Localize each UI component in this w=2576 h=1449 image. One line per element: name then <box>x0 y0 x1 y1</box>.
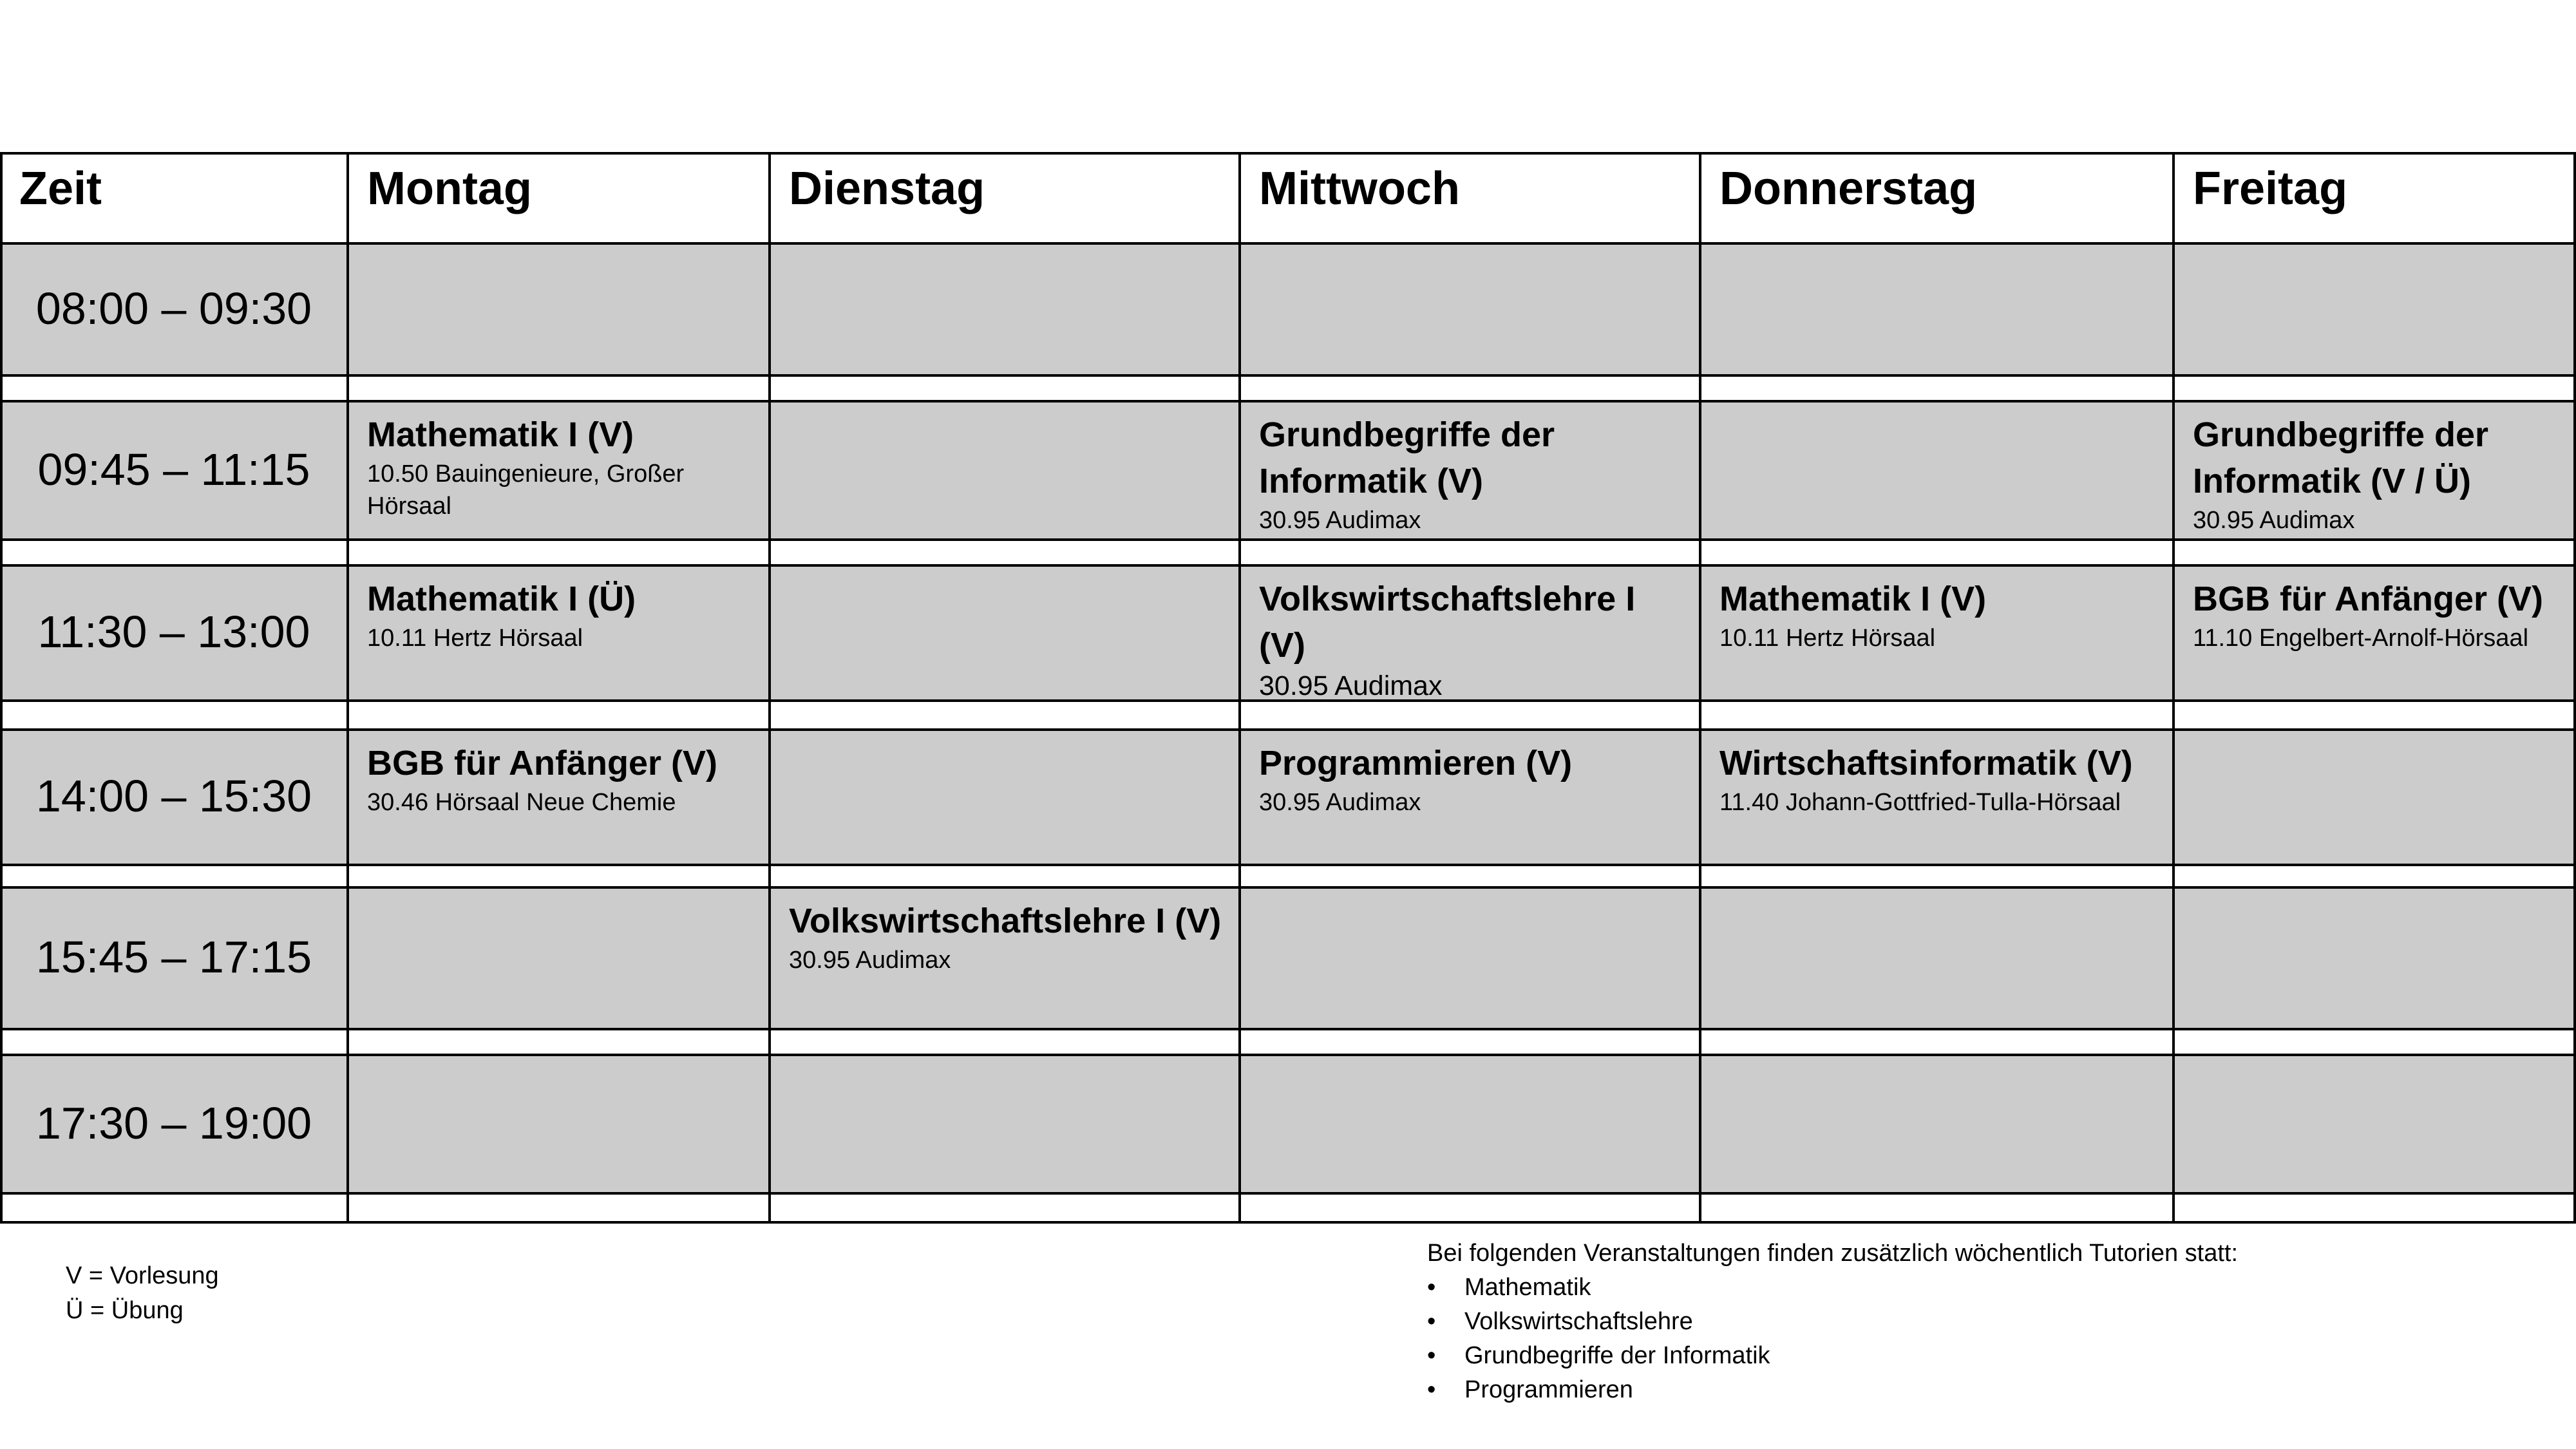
course-cell-montag <box>348 1054 770 1192</box>
grid-line-vertical <box>768 152 771 1224</box>
course-entry <box>1259 412 1689 536</box>
time-slot-label: 15:45 – 17:15 <box>35 932 312 982</box>
bullet-icon: • <box>1427 1274 1436 1301</box>
course-entry <box>1259 576 1689 699</box>
course-cell-freitag <box>2174 886 2576 1028</box>
course-cell-mittwoch <box>1240 564 1700 699</box>
course-entry <box>1719 576 2162 654</box>
tutorials-list-item <box>1427 1339 2238 1373</box>
grid-line-horizontal <box>0 1028 2576 1030</box>
column-header-label: Zeit <box>19 163 102 214</box>
grid-line-horizontal <box>0 1221 2576 1224</box>
course-cell-freitag <box>2174 728 2576 864</box>
column-header-label: Donnerstag <box>1719 163 1978 214</box>
bullet-icon: • <box>1427 1376 1436 1403</box>
tutorials-item-label: Programmieren <box>1464 1376 1633 1403</box>
grid-line-vertical <box>1699 152 1701 1224</box>
column-header-zeit <box>0 152 348 242</box>
course-cell-mittwoch <box>1240 400 1700 538</box>
course-cell-dienstag <box>770 564 1240 699</box>
tutorials-list-item <box>1427 1305 2238 1339</box>
course-entry <box>367 412 758 522</box>
time-slot-label: 17:30 – 19:00 <box>35 1097 312 1148</box>
column-header-donnerstag <box>1700 152 2174 242</box>
time-slot-cell <box>0 242 348 374</box>
bullet-icon: • <box>1427 1308 1436 1335</box>
grid-line-horizontal <box>0 242 2576 245</box>
time-slot-label: 08:00 – 09:30 <box>35 283 312 334</box>
grid-line-horizontal <box>0 1054 2576 1056</box>
course-cell-dienstag <box>770 242 1240 374</box>
grid-line-horizontal <box>0 864 2576 866</box>
grid-line-vertical <box>2172 152 2175 1224</box>
course-title: Grundbegriffe der Informatik (V) <box>1259 415 1555 500</box>
column-header-label: Montag <box>367 163 532 214</box>
course-cell-montag <box>348 400 770 538</box>
grid-line-vertical <box>1238 152 1241 1224</box>
column-header-dienstag <box>770 152 1240 242</box>
time-slot-cell <box>0 400 348 538</box>
course-cell-montag <box>348 564 770 699</box>
time-slot-label: 14:00 – 15:30 <box>35 771 312 821</box>
course-cell-montag <box>348 242 770 374</box>
course-cell-mittwoch <box>1240 886 1700 1028</box>
time-slot-cell <box>0 728 348 864</box>
course-title: Wirtschaftsinformatik (V) <box>1719 744 2133 782</box>
course-entry <box>2193 576 2564 654</box>
course-cell-mittwoch <box>1240 728 1700 864</box>
column-header-freitag <box>2174 152 2576 242</box>
course-cell-mittwoch <box>1240 242 1700 374</box>
course-entry <box>367 576 758 654</box>
column-header-mittwoch <box>1240 152 1700 242</box>
legend <box>66 1258 219 1328</box>
tutorials-list-item <box>1427 1373 2238 1407</box>
course-cell-freitag <box>2174 564 2576 699</box>
column-header-montag <box>348 152 770 242</box>
tutorials-list-item <box>1427 1271 2238 1305</box>
course-entry <box>1259 740 1689 819</box>
grid-line-horizontal <box>0 699 2576 702</box>
course-room: 10.11 Hertz Hörsaal <box>1719 625 1936 652</box>
course-room: 10.50 Bauingenieure, Großer Hörsaal <box>367 460 685 520</box>
course-cell-donnerstag <box>1700 728 2174 864</box>
course-title: Volkswirtschaftslehre I (V) <box>1259 580 1636 665</box>
course-room: 30.95 Audimax <box>789 947 951 974</box>
course-title: BGB für Anfänger (V) <box>2193 580 2543 618</box>
grid-line-horizontal <box>0 152 2576 155</box>
course-room: 11.10 Engelbert-Arnolf-Hörsaal <box>2193 625 2529 652</box>
course-cell-dienstag <box>770 400 1240 538</box>
time-slot-label: 09:45 – 11:15 <box>37 444 310 495</box>
tutorials-note <box>1427 1236 2238 1407</box>
time-slot-label: 11:30 – 13:00 <box>37 607 310 657</box>
course-cell-donnerstag <box>1700 886 2174 1028</box>
grid-line-horizontal <box>0 400 2576 402</box>
grid-line-horizontal <box>0 538 2576 541</box>
course-room: 10.11 Hertz Hörsaal <box>367 625 583 652</box>
legend-vorlesung: V = Vorlesung <box>66 1262 219 1289</box>
grid-line-vertical <box>2573 152 2576 1224</box>
course-cell-dienstag <box>770 886 1240 1028</box>
column-header-label: Mittwoch <box>1259 163 1460 214</box>
tutorials-intro: Bei folgenden Veranstaltungen finden zusätzlich wöchentlich Tutorien statt: <box>1427 1240 2239 1267</box>
course-cell-mittwoch <box>1240 1054 1700 1192</box>
grid-line-horizontal <box>0 728 2576 731</box>
grid-line-vertical <box>346 152 349 1224</box>
time-slot-cell <box>0 564 348 699</box>
bullet-icon: • <box>1427 1342 1436 1369</box>
grid-line-horizontal <box>0 886 2576 889</box>
course-title: Mathematik I (V) <box>1719 580 1987 618</box>
course-cell-freitag <box>2174 242 2576 374</box>
course-entry <box>789 898 1228 976</box>
course-title: BGB für Anfänger (V) <box>367 744 717 782</box>
course-title: Volkswirtschaftslehre I (V) <box>789 902 1222 940</box>
course-title: Grundbegriffe der Informatik (V / Ü) <box>2193 415 2489 500</box>
course-room: 30.95 Audimax <box>1259 507 1421 534</box>
legend-uebung: Ü = Übung <box>66 1297 184 1324</box>
time-slot-cell <box>0 886 348 1028</box>
tutorials-item-label: Volkswirtschaftslehre <box>1464 1308 1693 1335</box>
course-room: 11.40 Johann-Gottfried-Tulla-Hörsaal <box>1719 789 2121 816</box>
course-cell-montag <box>348 728 770 864</box>
course-title: Mathematik I (V) <box>367 415 634 454</box>
course-entry <box>367 740 758 819</box>
grid-line-horizontal <box>0 564 2576 567</box>
course-cell-donnerstag <box>1700 242 2174 374</box>
grid-line-horizontal <box>0 374 2576 377</box>
course-cell-dienstag <box>770 1054 1240 1192</box>
timetable <box>0 152 2576 1224</box>
column-header-label: Dienstag <box>789 163 985 214</box>
course-cell-freitag <box>2174 400 2576 538</box>
course-room: 30.95 Audimax <box>1259 789 1421 816</box>
course-cell-dienstag <box>770 728 1240 864</box>
column-header-label: Freitag <box>2193 163 2348 214</box>
course-cell-montag <box>348 886 770 1028</box>
course-room: 30.46 Hörsaal Neue Chemie <box>367 789 676 816</box>
grid-line-horizontal <box>0 1192 2576 1195</box>
tutorials-item-label: Mathematik <box>1464 1274 1591 1301</box>
course-entry <box>1719 740 2162 819</box>
grid-line-vertical <box>0 152 3 1224</box>
course-room: 30.95 Audimax <box>2193 507 2355 534</box>
course-title: Mathematik I (Ü) <box>367 580 636 618</box>
course-entry <box>2193 412 2564 536</box>
course-cell-donnerstag <box>1700 564 2174 699</box>
course-room: 30.95 Audimax <box>1259 670 1443 699</box>
time-slot-cell <box>0 1054 348 1192</box>
tutorials-item-label: Grundbegriffe der Informatik <box>1464 1342 1770 1369</box>
course-cell-donnerstag <box>1700 1054 2174 1192</box>
tutorials-list <box>1427 1271 2238 1407</box>
course-cell-freitag <box>2174 1054 2576 1192</box>
course-title: Programmieren (V) <box>1259 744 1573 782</box>
course-cell-donnerstag <box>1700 400 2174 538</box>
